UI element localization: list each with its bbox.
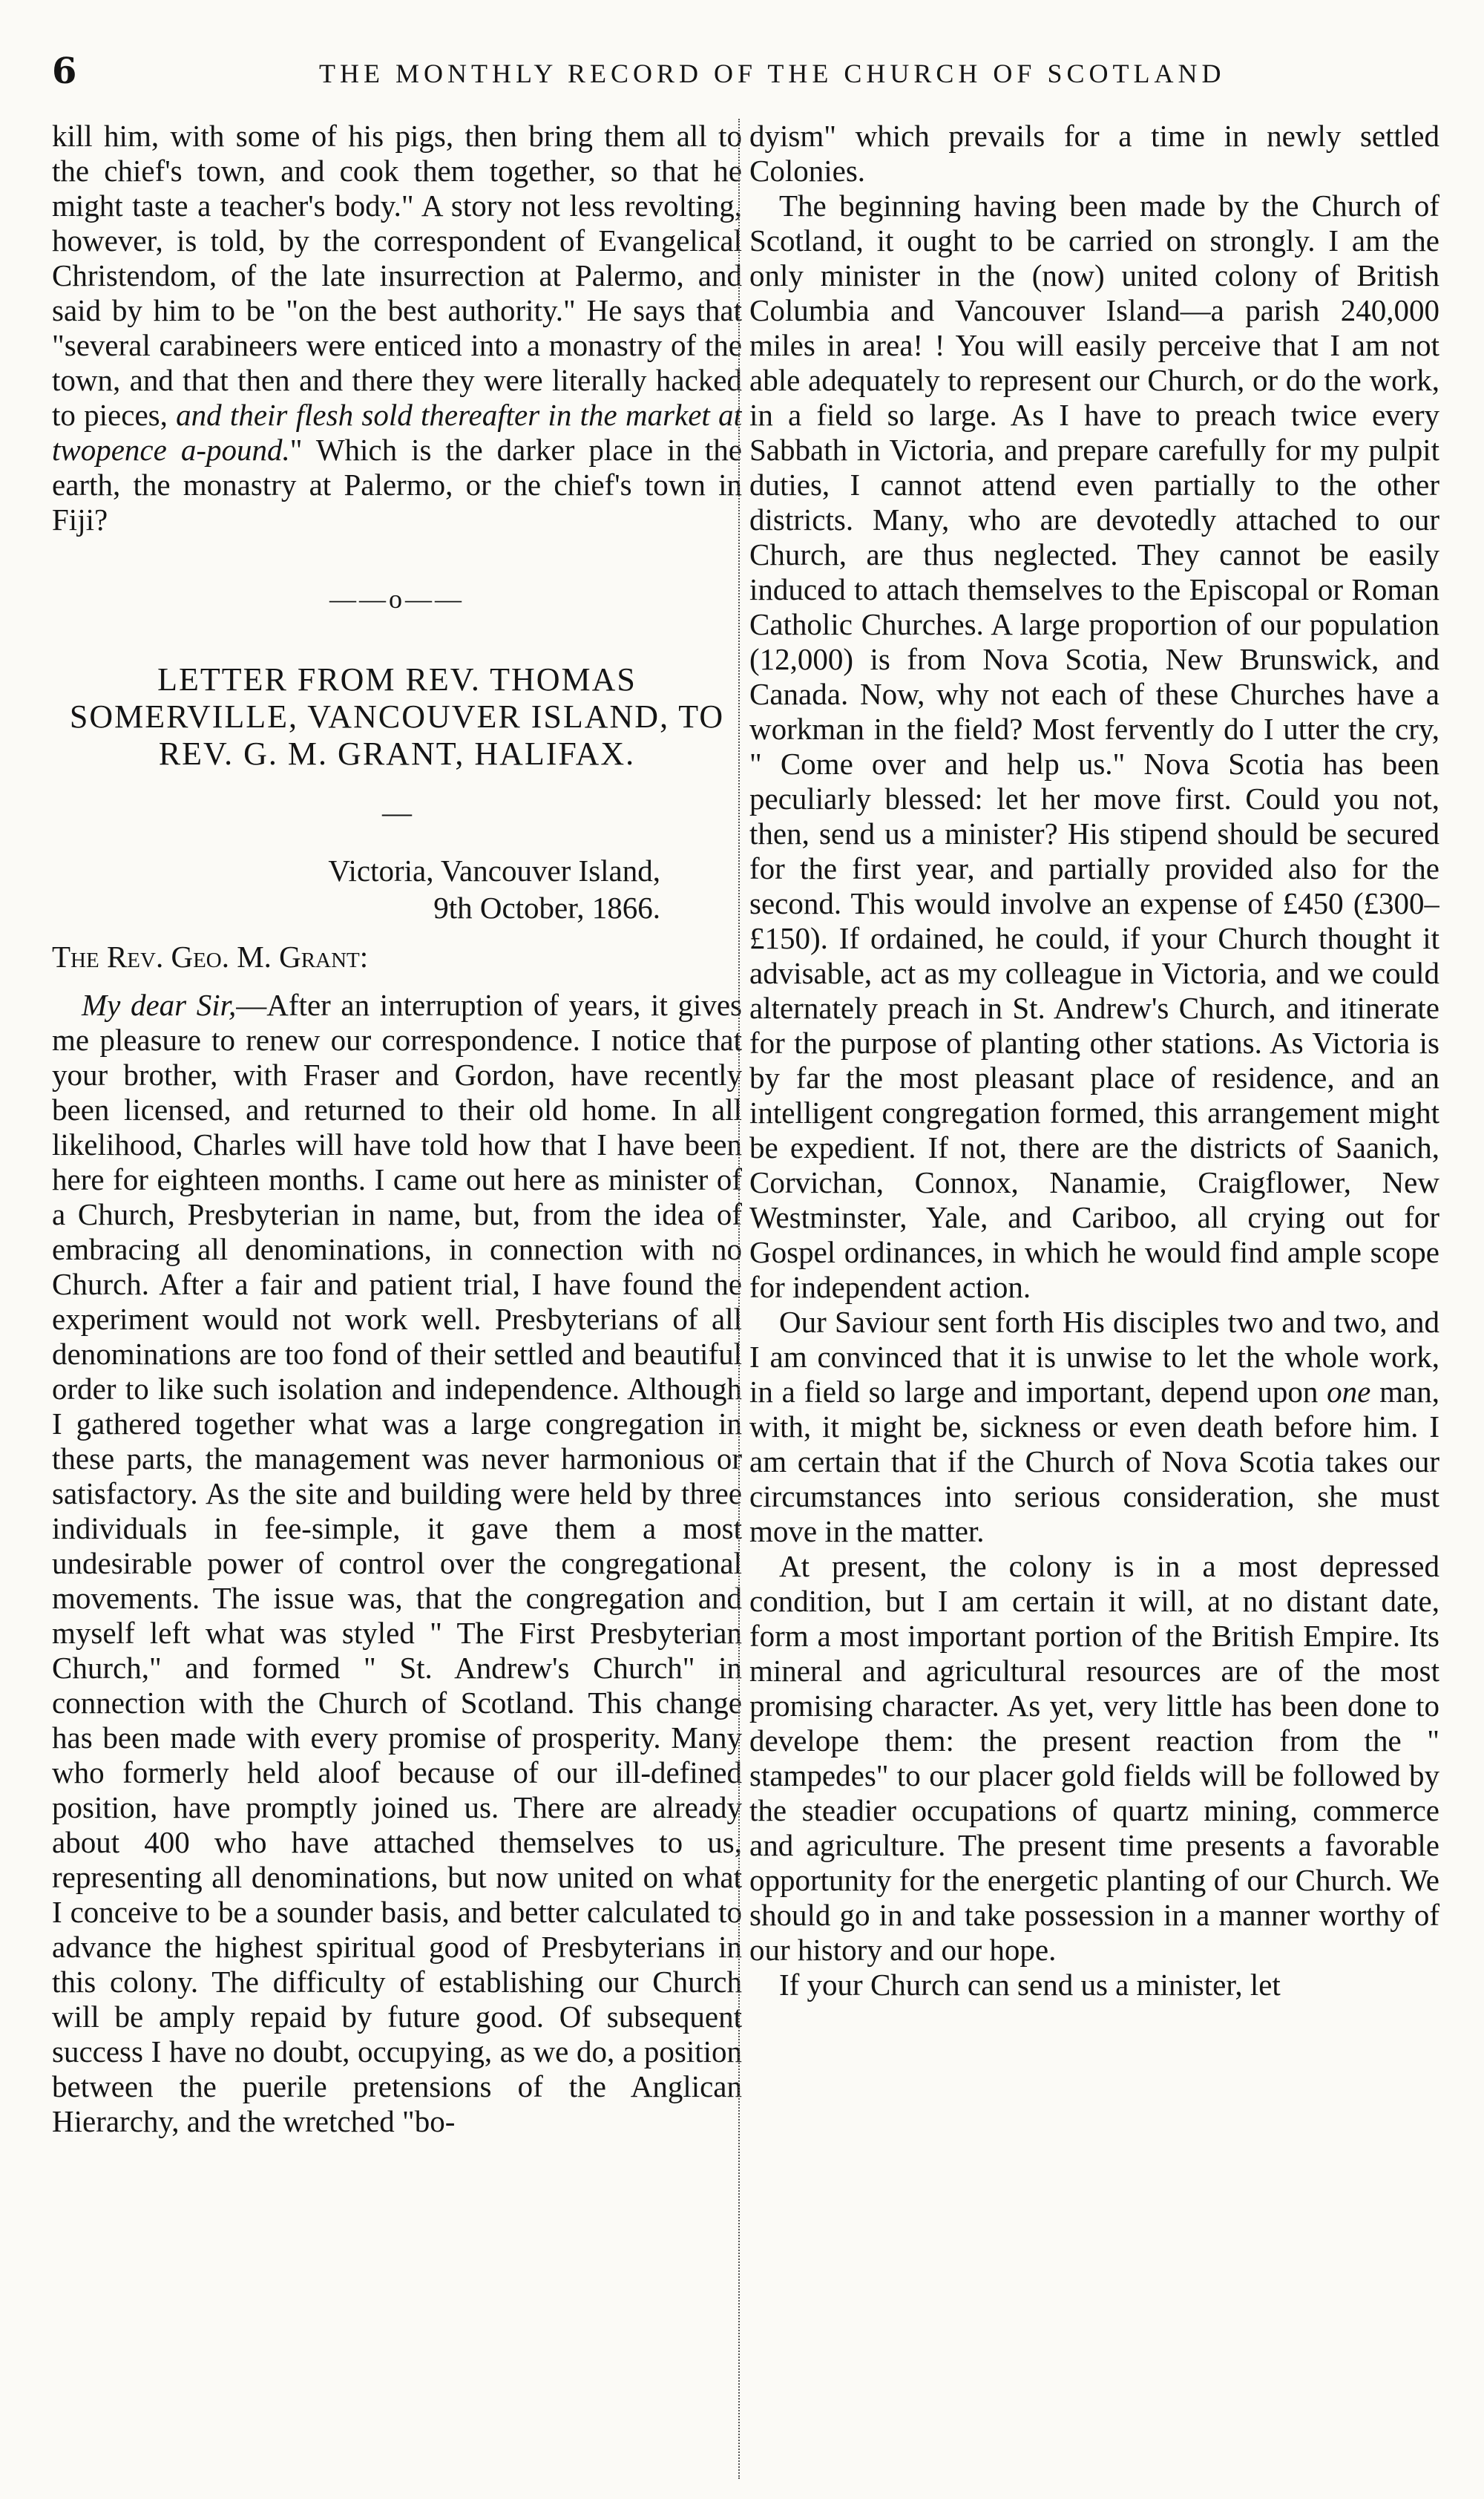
dateline-place: Victoria, Vancouver Island, (328, 854, 660, 888)
column-rule (738, 119, 740, 2479)
article-title: LETTER FROM REV. THOMAS SOMERVILLE, VANCOUVER ISLAND, TO REV. G. M. GRANT, HALIFAX. (69, 661, 725, 772)
running-head: THE MONTHLY RECORD OF THE CHURCH OF SCOTLAND (319, 59, 1226, 88)
page-header (52, 45, 1425, 104)
title-dash: — (382, 796, 412, 829)
left-column (52, 119, 742, 2479)
right-paragraph-5: If your Church can send us a minister, let (779, 1968, 1281, 2002)
right-paragraph-4: At present, the colony is in a most depressed condition, but I am certain it will, at no distant date, form a most important portion of the British Empire. Its mineral and agricultural resources are of the most promising character. As yet, very little has been done to develope them: the present reaction from the " stampedes" to our placer gold fields will be followed by the steadier occupations of quartz mining, commerce and agriculture. The present time presents a favorable opportunity for the energetic planting of our Church. We should go in and take possession in a manner worthy of our history and our hope. (749, 1549, 1439, 1967)
dateline-date: 9th October, 1866. (433, 891, 660, 925)
letter-paragraph-1: My dear Sir,—After an interruption of years, it gives me pleasure to renew our correspondence. I notice that your brother, with Fraser and Gordon, have recently been licensed, and returned to their old home. In all likelihood, Charles will have told how that I have been here for eighteen months. I came out here as minister of a Church, Presbyterian in name, but, from the idea of embracing all denominations, in connection with no Church. After a fair and patient trial, I have found the experiment would not work well. Presbyterians of all denominations are too fond of their settled and beautiful order to like such isolation and independence. Although I gathered together what was a large congregation in these parts, the management was never harmonious or satisfactory. As the site and building were held by three individuals in fee-simple, it gave them a most undesirable power of control over the congregational movements. The issue was, that the congregation and myself left what was styled " The First Presbyterian Church," and formed " St. Andrew's Church" in connection with the Church of Scotland. This change has been made with every promise of prosperity. Many who formerly held aloof because of our ill-defined position, have promptly joined us. There are already about 400 who have attached themselves to us, representing all denominations, but now united on what I conceive to be a sounder basis, and better calculated to advance the highest spiritual good of Presbyterians in this colony. The difficulty of establishing our Church will be amply repaid by future good. Of subsequent success I have no doubt, occupying, as we do, a position between the puerile pretensions of the Anglican Hierarchy, and the wretched "bo- (52, 988, 742, 2138)
section-divider: ——o—— (329, 584, 464, 614)
right-paragraph-2: The beginning having been made by the Church of Scotland, it ought to be carried on strongly. I am the only minister in the (now) united colony of British Columbia and Vancouver Island—a parish 240,000 miles in area! ! You will easily perceive that I am not able adequately to represent our Church, or do the work, in a field so large. As I have to preach twice every Sabbath in Victoria, and prepare carefully for my pulpit duties, I cannot attend even partially to the other districts. Many, who are devotedly attached to our Church, are thus neglected. They cannot be easily induced to attach themselves to the Episcopal or Roman Catholic Churches. A large proportion of our population (12,000) is from Nova Scotia, New Brunswick, and Canada. Now, why not each of these Churches have a workman in the field? Most fervently do I utter the cry, " Come over and help us." Nova Scotia has been peculiarly blessed: let her move first. Could you not, then, send us a minister? His stipend should be secured for the first year, and partially provided also for the second. This would involve an expense of £450 (£300–£150). If ordained, he could, if your Church thought it advisable, act as my colleague in Victoria, and we could alternately preach in St. Andrew's Church, and itinerate for the purpose of planting other stations. As Victoria is by far the most pleasant place of residence, and an intelligent congregation formed, this arrangement might be expedient. If not, there are the districts of Saanich, Corvichan, Connox, Nanamie, Craigflower, New Westminster, Yale, and Cariboo, all crying out for Gospel ordinances, in which he would find ample scope for independent action. (749, 189, 1439, 1304)
right-paragraph-3: Our Saviour sent forth His disciples two and two, and I am convinced that it is unwise to let the whole work, in a field so large and important, depend upon one man, with, it might be, sickness or even death before him. I am certain that if the Church of Nova Scotia takes our circumstances into serious consideration, she must move in the matter. (749, 1305, 1439, 1548)
right-paragraph-1: dyism" which prevails for a time in newly settled Colonies. (749, 119, 1439, 188)
italic-word: one (1327, 1375, 1371, 1409)
salutation: The Rev. Geo. M. Grant: (52, 940, 369, 974)
italic-phrase: and their flesh sold thereafter in the market at twopence a-pound. (52, 398, 742, 467)
right-column (749, 119, 1439, 2479)
letter-opening: My dear Sir, (82, 988, 237, 1022)
left-paragraph-1: kill him, with some of his pigs, then bring them all to the chief's town, and cook them together, so that he might taste a teacher's body." A story not less revolting, however, is told, by the correspondent of Evangelical Christendom, of the late insurrection at Palermo, and said by him to be "on the best authority." He says that "several carabineers were enticed into a monastry of the town, and that then and there they were literally hacked to pieces, and their flesh sold thereafter in the market at twopence a-pound." Which is the darker place in the earth, the monastry at Palermo, or the chief's town in Fiji? (52, 119, 742, 537)
page-number: 6 (52, 50, 77, 92)
dateline (52, 852, 742, 926)
